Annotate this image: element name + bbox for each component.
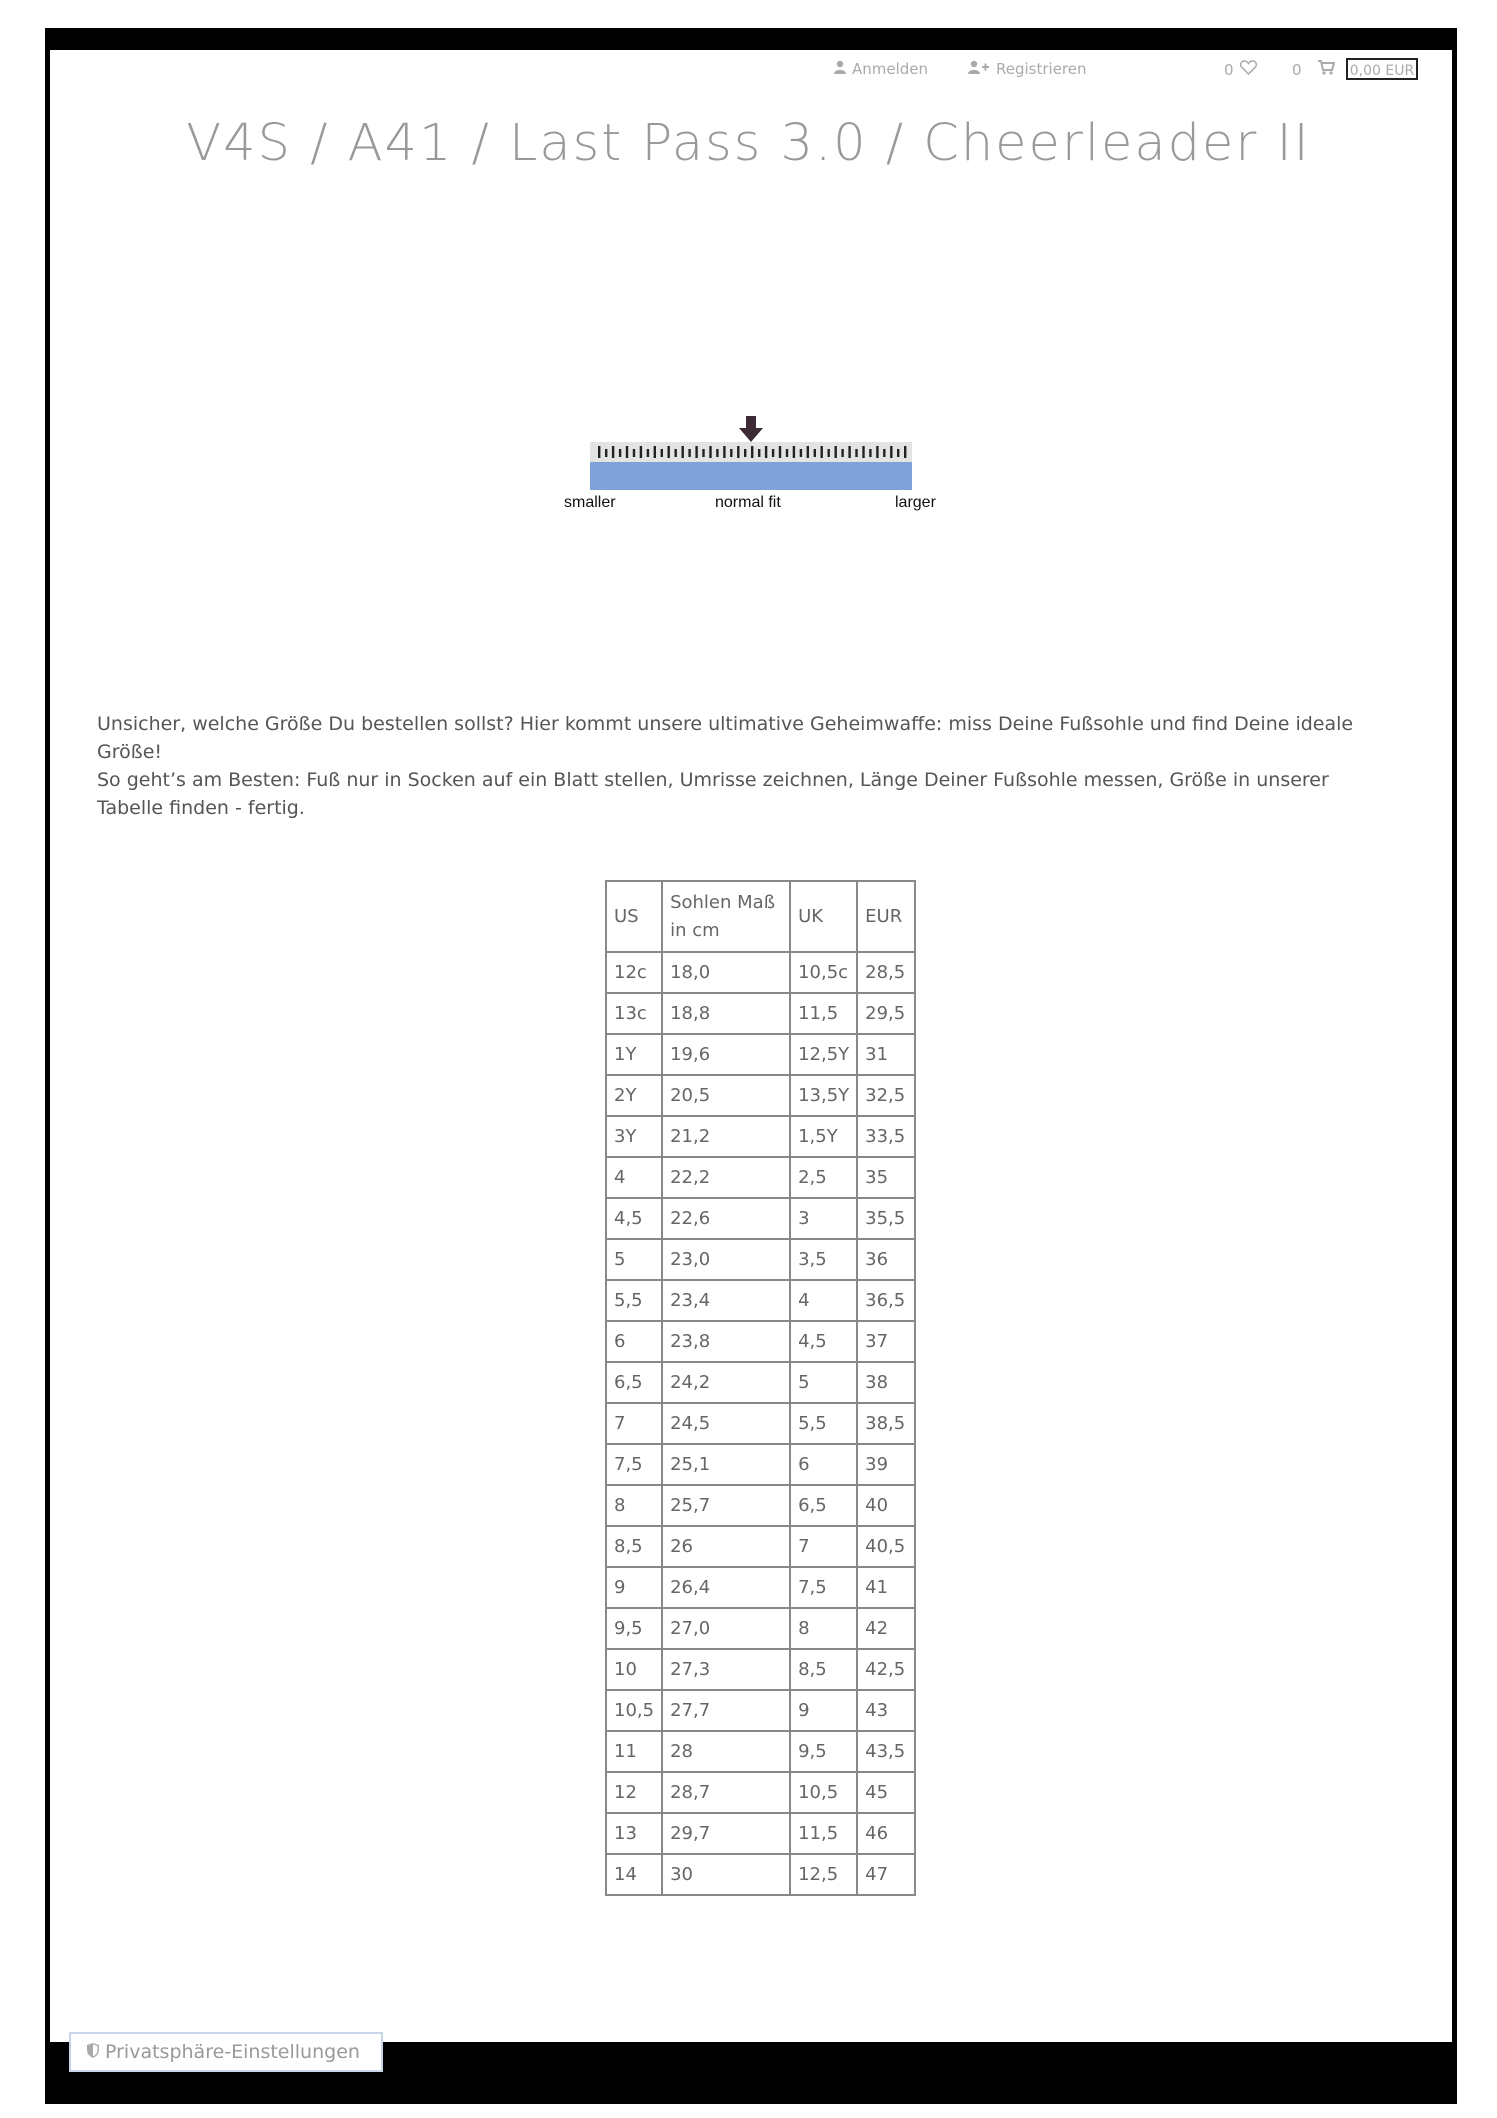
table-row: [606, 1157, 915, 1198]
cell-sole: 23,8: [662, 1321, 790, 1362]
cell-eur: 35,5: [857, 1198, 915, 1239]
fit-ruler-tick: [723, 446, 725, 458]
fit-ruler-tick: [800, 449, 802, 457]
login-label: Anmelden: [852, 60, 929, 78]
cell-us: 10,5: [606, 1690, 662, 1731]
fit-label-normal: normal fit: [715, 494, 781, 511]
cell-sole: 24,2: [662, 1362, 790, 1403]
cell-eur: 45: [857, 1772, 915, 1813]
fit-ruler-tick: [786, 449, 788, 457]
fit-ruler-tick: [751, 446, 753, 458]
cell-uk: 2,5: [790, 1157, 857, 1198]
table-row: [606, 1485, 915, 1526]
table-row: [606, 1321, 915, 1362]
cell-eur: 37: [857, 1321, 915, 1362]
cell-us: 5,5: [606, 1280, 662, 1321]
cell-uk: 5,5: [790, 1403, 857, 1444]
wishlist-link[interactable]: [1224, 60, 1257, 79]
fit-ruler-tick: [904, 446, 906, 458]
page-title: V4S / A41 / Last Pass 3.0 / Cheerleader II: [186, 114, 1311, 173]
table-row: [606, 1280, 915, 1321]
cell-eur: 43,5: [857, 1731, 915, 1772]
fit-ruler-tick: [772, 449, 774, 457]
cell-sole: 26,4: [662, 1567, 790, 1608]
fit-label-larger: larger: [895, 494, 936, 511]
frame-top-bar: [45, 28, 1457, 50]
size-table: [605, 880, 916, 1896]
table-row: [606, 1649, 915, 1690]
cell-us: 13: [606, 1813, 662, 1854]
cell-us: 9: [606, 1567, 662, 1608]
cell-eur: 47: [857, 1854, 915, 1895]
top-bar: [0, 56, 1497, 86]
cell-uk: 4: [790, 1280, 857, 1321]
cell-sole: 26: [662, 1526, 790, 1567]
cell-sole: 24,5: [662, 1403, 790, 1444]
cell-eur: 36: [857, 1239, 915, 1280]
cell-uk: 12,5Y: [790, 1034, 857, 1075]
header-eur: EUR: [857, 881, 915, 952]
cell-uk: 8: [790, 1608, 857, 1649]
cell-uk: 3: [790, 1198, 857, 1239]
size-table-body: [606, 952, 915, 1895]
fit-ruler-tick: [633, 449, 635, 457]
table-row: [606, 1198, 915, 1239]
cell-sole: 28,7: [662, 1772, 790, 1813]
cell-sole: 19,6: [662, 1034, 790, 1075]
cell-us: 1Y: [606, 1034, 662, 1075]
cell-us: 6,5: [606, 1362, 662, 1403]
fit-ruler-tick: [737, 446, 739, 458]
cell-sole: 23,0: [662, 1239, 790, 1280]
fit-ruler-tick: [835, 446, 837, 458]
cell-us: 12c: [606, 952, 662, 993]
cell-eur: 38,5: [857, 1403, 915, 1444]
fit-ruler-tick: [675, 449, 677, 457]
login-link[interactable]: [834, 60, 928, 78]
cell-us: 7,5: [606, 1444, 662, 1485]
cell-eur: 32,5: [857, 1075, 915, 1116]
fit-ruler-tick: [730, 449, 732, 457]
cell-uk: 11,5: [790, 1813, 857, 1854]
cell-us: 5: [606, 1239, 662, 1280]
frame-right-edge: [1452, 28, 1457, 2104]
cell-us: 7: [606, 1403, 662, 1444]
cell-sole: 20,5: [662, 1075, 790, 1116]
cell-eur: 38: [857, 1362, 915, 1403]
table-row: [606, 1075, 915, 1116]
fit-ruler-tick: [793, 446, 795, 458]
fit-ruler-tick: [848, 446, 850, 458]
cell-sole: 22,6: [662, 1198, 790, 1239]
cell-us: 3Y: [606, 1116, 662, 1157]
table-row: [606, 1526, 915, 1567]
fit-ruler-tick: [876, 446, 878, 458]
table-row: [606, 952, 915, 993]
cell-sole: 30: [662, 1854, 790, 1895]
intro-line-2: So geht’s am Besten: Fuß nur in Socken auf ein Blatt stellen, Umrisse zeichnen, Länge Deiner Fußsohle messen, Größe in unserer Tabelle finden - fertig.: [97, 769, 1329, 819]
heart-icon: [1240, 60, 1257, 79]
fit-ruler-tick: [807, 446, 809, 458]
fit-ruler-tick: [890, 446, 892, 458]
cell-sole: 29,7: [662, 1813, 790, 1854]
cell-us: 8,5: [606, 1526, 662, 1567]
cell-eur: 33,5: [857, 1116, 915, 1157]
table-row: [606, 1034, 915, 1075]
cell-uk: 12,5: [790, 1854, 857, 1895]
cell-sole: 28: [662, 1731, 790, 1772]
cell-sole: 27,3: [662, 1649, 790, 1690]
cell-uk: 7,5: [790, 1567, 857, 1608]
cell-us: 9,5: [606, 1608, 662, 1649]
cell-us: 4: [606, 1157, 662, 1198]
fit-ruler-tick: [695, 446, 697, 458]
cell-uk: 7: [790, 1526, 857, 1567]
cell-uk: 3,5: [790, 1239, 857, 1280]
fit-ruler-tick: [869, 449, 871, 457]
fit-scale-graphic: [560, 410, 940, 520]
fit-ruler-tick: [709, 446, 711, 458]
fit-ruler-tick: [668, 446, 670, 458]
cell-sole: 21,2: [662, 1116, 790, 1157]
frame-left-edge: [45, 28, 50, 2104]
fit-ruler-tick: [688, 449, 690, 457]
cell-us: 14: [606, 1854, 662, 1895]
cell-us: 6: [606, 1321, 662, 1362]
cart-link[interactable]: [1292, 60, 1335, 79]
cell-us: 11: [606, 1731, 662, 1772]
table-row: [606, 1403, 915, 1444]
user-icon: [834, 60, 846, 78]
cell-uk: 8,5: [790, 1649, 857, 1690]
register-label: Registrieren: [996, 60, 1087, 78]
fit-ruler-tick: [779, 446, 781, 458]
cell-eur: 29,5: [857, 993, 915, 1034]
fit-ruler-tick: [619, 449, 621, 457]
cell-eur: 41: [857, 1567, 915, 1608]
cell-sole: 25,7: [662, 1485, 790, 1526]
cell-eur: 40,5: [857, 1526, 915, 1567]
table-row: [606, 1854, 915, 1895]
cell-eur: 28,5: [857, 952, 915, 993]
fit-ruler-tick: [821, 446, 823, 458]
fit-ruler-tick: [682, 446, 684, 458]
header-uk: UK: [790, 881, 857, 952]
user-plus-icon: [968, 60, 990, 78]
cell-sole: 22,2: [662, 1157, 790, 1198]
cell-uk: 6,5: [790, 1485, 857, 1526]
header-us: US: [606, 881, 662, 952]
fit-ruler-tick: [814, 449, 816, 457]
cell-sole: 25,1: [662, 1444, 790, 1485]
cell-eur: 43: [857, 1690, 915, 1731]
cell-uk: 1,5Y: [790, 1116, 857, 1157]
cell-eur: 39: [857, 1444, 915, 1485]
fit-ruler-tick: [654, 446, 656, 458]
fit-ruler-tick: [702, 449, 704, 457]
table-row: [606, 1567, 915, 1608]
fit-ruler-tick: [758, 449, 760, 457]
privacy-label: Privatsphäre-Einstellungen: [105, 2041, 360, 2063]
fit-ruler-tick: [897, 449, 899, 457]
cell-us: 13c: [606, 993, 662, 1034]
cell-eur: 36,5: [857, 1280, 915, 1321]
fit-indicator-arrow: [739, 416, 763, 442]
size-table-header-row: [606, 881, 915, 952]
cell-eur: 42,5: [857, 1649, 915, 1690]
cell-eur: 42: [857, 1608, 915, 1649]
cell-sole: 27,0: [662, 1608, 790, 1649]
cell-sole: 18,0: [662, 952, 790, 993]
fit-bar: [590, 462, 912, 490]
fit-ruler-tick: [716, 449, 718, 457]
cell-sole: 23,4: [662, 1280, 790, 1321]
cell-eur: 46: [857, 1813, 915, 1854]
fit-ruler-tick: [744, 449, 746, 457]
intro-line-1: Unsicher, welche Größe Du bestellen sollst? Hier kommt unsere ultimative Geheimwaffe: miss Deine Fußsohle und find Deine ideale Größe!: [97, 713, 1354, 763]
cell-uk: 10,5: [790, 1772, 857, 1813]
cell-eur: 35: [857, 1157, 915, 1198]
intro-text: [97, 710, 1397, 822]
fit-ruler-tick: [647, 449, 649, 457]
fit-ruler-tick: [626, 446, 628, 458]
table-row: [606, 1690, 915, 1731]
table-row: [606, 1813, 915, 1854]
table-row: [606, 1608, 915, 1649]
cell-us: 2Y: [606, 1075, 662, 1116]
cell-sole: 27,7: [662, 1690, 790, 1731]
fit-label-smaller: smaller: [564, 494, 616, 511]
fit-ruler-tick: [841, 449, 843, 457]
cart-count: 0: [1292, 60, 1302, 79]
table-row: [606, 1731, 915, 1772]
table-row: [606, 1772, 915, 1813]
register-link[interactable]: [968, 60, 1087, 78]
cell-uk: 6: [790, 1444, 857, 1485]
cell-uk: 10,5c: [790, 952, 857, 993]
cell-uk: 5: [790, 1362, 857, 1403]
fit-ruler-tick: [862, 446, 864, 458]
table-row: [606, 1362, 915, 1403]
fit-ruler-tick: [883, 449, 885, 457]
cell-uk: 4,5: [790, 1321, 857, 1362]
cell-uk: 9,5: [790, 1731, 857, 1772]
cell-uk: 9: [790, 1690, 857, 1731]
table-row: [606, 1239, 915, 1280]
privacy-settings-button[interactable]: [69, 2032, 383, 2072]
cell-us: 10: [606, 1649, 662, 1690]
cell-uk: 13,5Y: [790, 1075, 857, 1116]
fit-ruler-tick: [612, 446, 614, 458]
cell-eur: 40: [857, 1485, 915, 1526]
fit-ruler-tick: [598, 446, 600, 458]
fit-ruler-tick: [661, 449, 663, 457]
cell-us: 8: [606, 1485, 662, 1526]
table-row: [606, 1444, 915, 1485]
fit-ruler-tick: [605, 449, 607, 457]
fit-ruler-tick: [855, 449, 857, 457]
cart-icon: [1318, 60, 1335, 79]
cell-eur: 31: [857, 1034, 915, 1075]
table-row: [606, 1116, 915, 1157]
cell-uk: 11,5: [790, 993, 857, 1034]
cell-sole: 18,8: [662, 993, 790, 1034]
cell-us: 12: [606, 1772, 662, 1813]
wishlist-count: 0: [1224, 60, 1234, 79]
fit-ruler-tick: [765, 446, 767, 458]
shield-icon: [87, 2041, 99, 2063]
fit-ruler-tick: [640, 446, 642, 458]
cart-total-button[interactable]: 0,00 EUR: [1346, 58, 1418, 80]
fit-ruler-tick: [828, 449, 830, 457]
table-row: [606, 993, 915, 1034]
fit-scale-svg: [560, 410, 940, 490]
header-sole: Sohlen Maß in cm: [662, 881, 790, 952]
cell-us: 4,5: [606, 1198, 662, 1239]
